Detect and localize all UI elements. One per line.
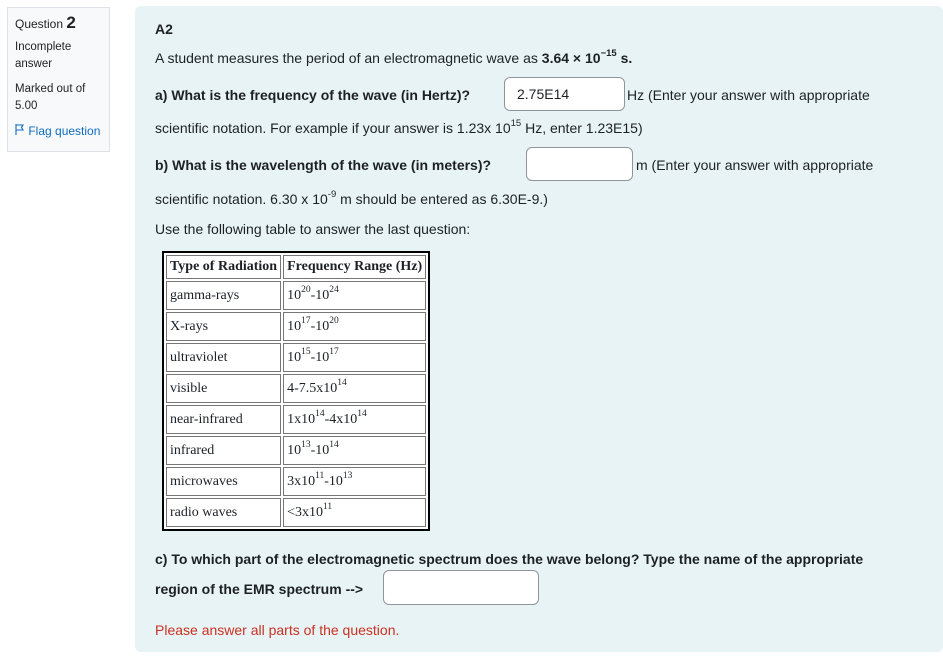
question-state: Incomplete answer — [15, 41, 72, 70]
frequency-base: -10 — [324, 473, 343, 489]
part-b-note-text: scientific notation. 6.30 x 10 — [155, 191, 328, 207]
frequency-exponent: 17 — [301, 315, 311, 326]
table-row — [166, 312, 426, 341]
question-title: A2 — [155, 21, 173, 37]
frequency-range-cell — [283, 312, 426, 341]
part-a-note-text: scientific notation. For example if your answer is 1.23x 10 — [155, 120, 511, 136]
part-b-note-exponent: -9 — [327, 189, 337, 201]
table-header: Type of Radiation — [166, 255, 281, 279]
table-header-row — [166, 255, 426, 279]
frequency-exponent: 13 — [301, 439, 311, 450]
period-mantissa: 3.64 × 10 — [541, 50, 601, 66]
period-unit: s. — [620, 50, 633, 66]
table-row — [166, 467, 426, 496]
validation-warning: Please answer all parts of the question. — [155, 622, 400, 638]
frequency-range-cell — [283, 405, 426, 434]
frequency-base: -4x10 — [324, 411, 358, 427]
radiation-type-cell: visible — [166, 374, 281, 403]
table-row — [166, 281, 426, 310]
part-a-label: a) What is the frequency of the wave (in Hertz)? — [155, 87, 471, 103]
frequency-base: -10 — [310, 318, 330, 334]
frequency-base: 3x10 — [287, 473, 316, 489]
frequency-exponent: 11 — [315, 470, 325, 481]
wavelength-answer-input[interactable] — [526, 147, 633, 181]
frequency-exponent: 24 — [329, 284, 339, 295]
table-row — [166, 436, 426, 465]
period-exponent: −15 — [600, 48, 617, 60]
frequency-exponent: 14 — [357, 408, 367, 419]
radiation-type-cell: X-rays — [166, 312, 281, 341]
question-intro — [155, 50, 632, 66]
frequency-base: <3x10 — [287, 504, 323, 520]
radiation-type-cell: microwaves — [166, 467, 281, 496]
question-info-panel — [7, 7, 110, 152]
intro-text: A student measures the period of an electromagnetic wave as — [155, 50, 538, 66]
flag-icon — [15, 124, 25, 138]
radiation-type-cell: near-infrared — [166, 405, 281, 434]
question-content — [135, 6, 943, 652]
frequency-range-cell — [283, 498, 426, 527]
frequency-range-cell — [283, 343, 426, 372]
frequency-exponent: 13 — [342, 470, 353, 481]
table-row — [166, 374, 426, 403]
part-c-label-line1: c) To which part of the electromagnetic spectrum does the wave belong? Type the name of the appropriate — [155, 551, 864, 567]
radiation-table — [162, 251, 430, 531]
part-b-note-end: m should be entered as 6.30E-9.) — [336, 191, 548, 207]
part-a-note-exponent: 15 — [510, 118, 522, 130]
frequency-range-cell — [283, 281, 426, 310]
frequency-exponent: 20 — [329, 315, 339, 326]
flag-question-label: Flag question — [28, 124, 101, 138]
spectrum-region-input[interactable] — [383, 570, 539, 605]
frequency-exponent: 11 — [323, 501, 333, 512]
frequency-range-cell — [283, 374, 426, 403]
frequency-base: -10 — [310, 442, 330, 458]
radiation-type-cell: gamma-rays — [166, 281, 281, 310]
frequency-base: -10 — [310, 287, 330, 303]
table-intro: Use the following table to answer the last question: — [155, 221, 471, 237]
flag-question-link[interactable] — [15, 123, 102, 140]
frequency-exponent: 14 — [315, 408, 325, 419]
question-grade: Marked out of 5.00 — [15, 83, 86, 112]
frequency-exponent: 15 — [301, 346, 311, 357]
part-b-unit: m (Enter your answer with appropriate — [636, 157, 874, 173]
question-label: Question — [15, 17, 64, 31]
table-header: Frequency Range (Hz) — [283, 255, 426, 279]
part-a-note-end: Hz, enter 1.23E15) — [521, 120, 643, 136]
radiation-type-cell: radio waves — [166, 498, 281, 527]
frequency-answer-input[interactable] — [504, 77, 625, 111]
frequency-base: 4-7.5x10 — [287, 380, 338, 396]
frequency-exponent: 20 — [301, 284, 311, 295]
question-number — [15, 14, 102, 33]
table-row — [166, 498, 426, 527]
table-row — [166, 405, 426, 434]
frequency-base: 10 — [287, 287, 302, 303]
frequency-base: -10 — [310, 349, 330, 365]
part-b-note — [155, 191, 548, 207]
frequency-exponent: 17 — [329, 346, 339, 357]
frequency-base: 1x10 — [287, 411, 316, 427]
frequency-base: 10 — [287, 318, 302, 334]
part-c-label-line2: region of the EMR spectrum --> — [155, 581, 364, 597]
frequency-base: 10 — [287, 442, 302, 458]
part-a-note — [155, 120, 643, 136]
part-a-unit: Hz (Enter your answer with appropriate — [627, 87, 870, 103]
frequency-range-cell — [283, 436, 426, 465]
frequency-range-cell — [283, 467, 426, 496]
frequency-base: 10 — [287, 349, 302, 365]
question-number-value: 2 — [66, 13, 76, 32]
period-value — [542, 50, 632, 66]
radiation-type-cell: infrared — [166, 436, 281, 465]
radiation-type-cell: ultraviolet — [166, 343, 281, 372]
part-b-label: b) What is the wavelength of the wave (in meters)? — [155, 157, 492, 173]
frequency-exponent: 14 — [337, 377, 347, 388]
frequency-exponent: 14 — [329, 439, 339, 450]
table-row — [166, 343, 426, 372]
